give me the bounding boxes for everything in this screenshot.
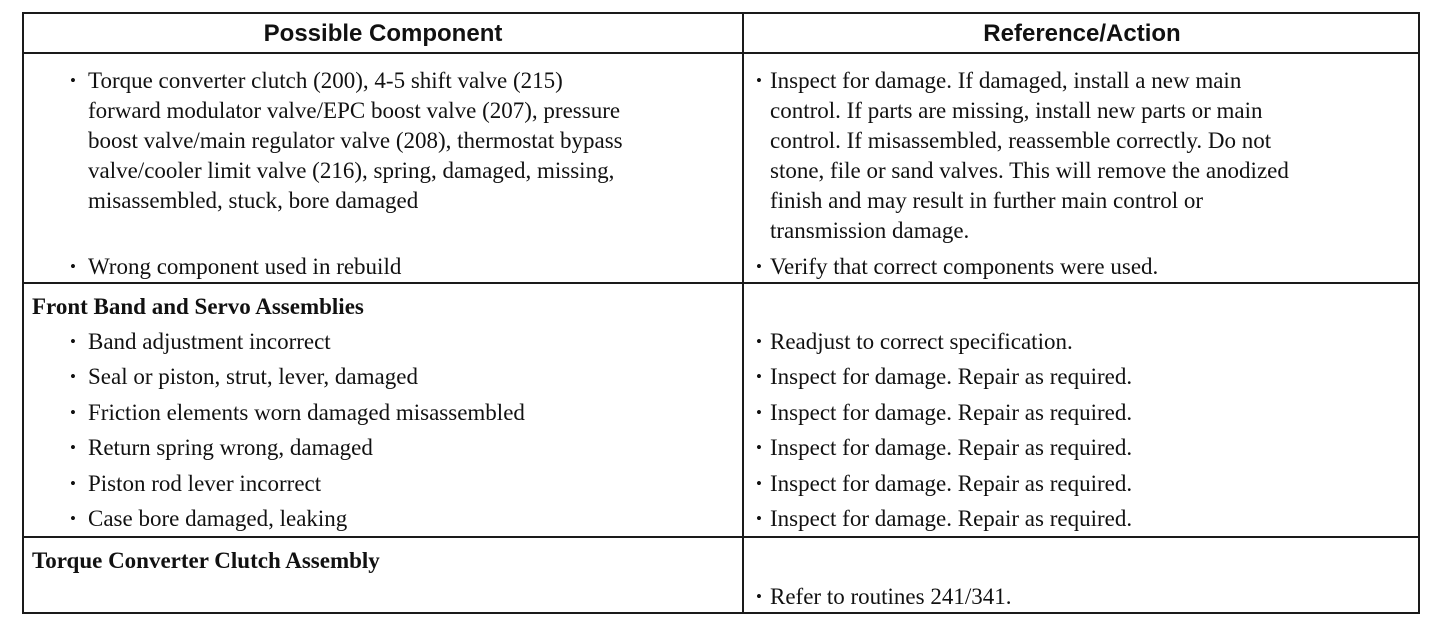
bullet-icon: • bbox=[70, 509, 76, 528]
bullet-icon: • bbox=[756, 438, 762, 457]
action-row: Inspect for damage. Repair as required. bbox=[770, 400, 1133, 425]
diagnostic-table bbox=[22, 12, 1420, 614]
header-divider bbox=[24, 52, 1418, 54]
bullet-icon: • bbox=[756, 587, 762, 606]
bullet-icon: • bbox=[70, 367, 76, 386]
action-main-valves: Inspect for damage. If damaged, install a new main control. If parts are missing, install new parts or main control. If misassembled, reassemble correctly. Do not stone, file or sand valves. This will remove the anodized finish and may result in further main control or transmission damage. bbox=[770, 68, 1289, 243]
bullet-icon: • bbox=[70, 438, 76, 457]
bullet-icon: • bbox=[70, 257, 76, 276]
component-wrong-component: Wrong component used in rebuild bbox=[88, 254, 402, 279]
section-title-front-band: Front Band and Servo Assemblies bbox=[32, 294, 364, 319]
bullet-icon: • bbox=[756, 367, 762, 386]
action-verify-components: Verify that correct components were used. bbox=[770, 254, 1159, 279]
component-row: Return spring wrong, damaged bbox=[88, 435, 373, 460]
bullet-icon: • bbox=[70, 403, 76, 422]
component-row: Case bore damaged, leaking bbox=[88, 506, 348, 531]
component-row: Piston rod lever incorrect bbox=[88, 471, 322, 496]
component-row: Friction elements worn damaged misassembled bbox=[88, 400, 525, 425]
bullet-icon: • bbox=[756, 257, 762, 276]
action-refer-routines: Refer to routines 241/341. bbox=[770, 584, 1012, 609]
bullet-icon: • bbox=[70, 474, 76, 493]
bullet-icon: • bbox=[756, 332, 762, 351]
component-row: Seal or piston, strut, lever, damaged bbox=[88, 364, 418, 389]
bullet-icon: • bbox=[756, 403, 762, 422]
action-row: Readjust to correct specification. bbox=[770, 329, 1073, 354]
row-divider bbox=[24, 536, 1418, 538]
bullet-icon: • bbox=[756, 71, 762, 90]
action-row: Inspect for damage. Repair as required. bbox=[770, 435, 1133, 460]
header-possible-component: Possible Component bbox=[263, 20, 503, 47]
action-row: Inspect for damage. Repair as required. bbox=[770, 364, 1133, 389]
bullet-icon: • bbox=[70, 71, 76, 90]
component-row: Band adjustment incorrect bbox=[88, 329, 331, 354]
bullet-icon: • bbox=[756, 474, 762, 493]
component-main-valves: Torque converter clutch (200), 4-5 shift valve (215) forward modulator valve/EPC boost valve (207), pressure boost valve/main regulator valve (208), thermostat bypass valve/cooler limit valve (216), spring, damaged, missing, misassembled, stuck, bore damaged bbox=[88, 68, 623, 213]
bullet-icon: • bbox=[756, 509, 762, 528]
row-divider bbox=[24, 282, 1418, 284]
section-title-tcc: Torque Converter Clutch Assembly bbox=[32, 548, 380, 573]
action-row: Inspect for damage. Repair as required. bbox=[770, 471, 1133, 496]
bullet-icon: • bbox=[70, 332, 76, 351]
action-row: Inspect for damage. Repair as required. bbox=[770, 506, 1133, 531]
header-reference-action: Reference/Action bbox=[983, 20, 1181, 47]
column-divider bbox=[742, 14, 744, 612]
